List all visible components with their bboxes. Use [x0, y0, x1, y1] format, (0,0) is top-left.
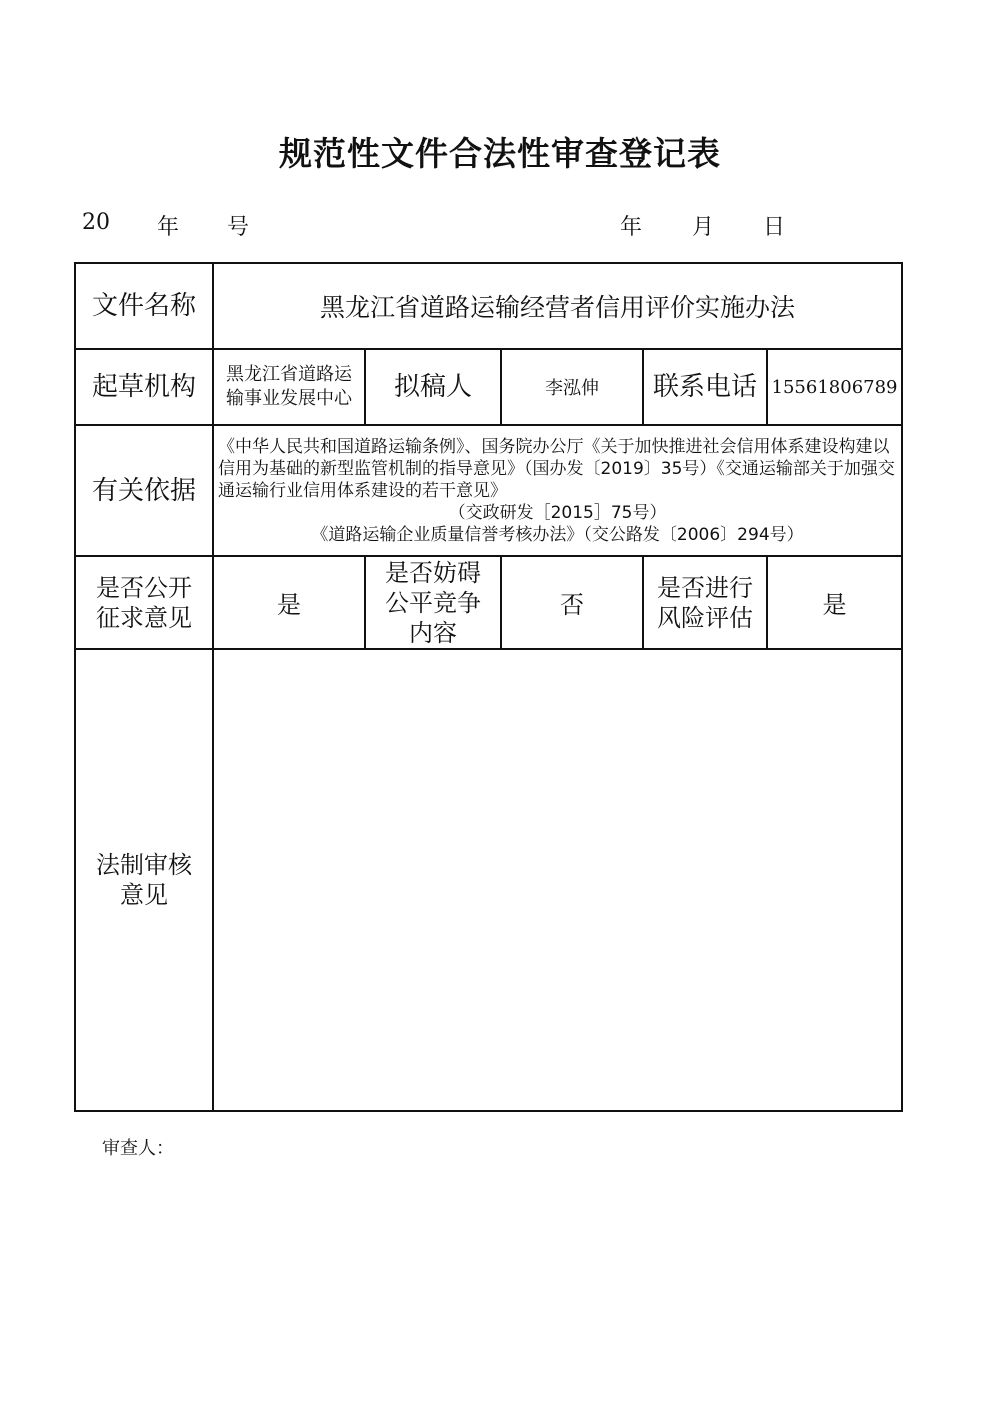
drafter-org-label: 起草机构 [75, 349, 213, 425]
doc-name-value: 黑龙江省道路运输经营者信用评价实施办法 [213, 263, 902, 349]
drafter-value: 李泓伸 [501, 349, 643, 425]
form-title: 规范性文件合法性审查登记表 [279, 134, 721, 173]
phone-label: 联系电话 [643, 349, 767, 425]
public-label: 是否公开征求意见 [75, 556, 213, 649]
basis-value [213, 425, 902, 556]
risk-value: 是 [767, 556, 902, 649]
date-year-label: 年 [620, 215, 643, 240]
basis-line-2: （交政研发［2015］75号） [448, 502, 667, 523]
competition-label: 是否妨碍公平竞争内容 [365, 556, 501, 649]
year-prefix: 20 [82, 210, 110, 235]
public-value: 是 [213, 556, 365, 649]
date-month-label: 月 [692, 215, 715, 240]
drafter-label: 拟稿人 [365, 349, 501, 425]
basis-line-3: 《道路运输企业质量信誉考核办法》（交公路发〔2006〕294号） [311, 524, 804, 545]
opinion-label: 法制审核意见 [75, 649, 213, 1111]
year-label: 年 [157, 215, 180, 240]
doc-name-label: 文件名称 [75, 263, 213, 349]
phone-value: 15561806789 [767, 349, 902, 425]
basis-label: 有关依据 [75, 425, 213, 556]
date-day-label: 日 [763, 215, 786, 240]
number-label: 号 [227, 215, 250, 240]
competition-value: 否 [501, 556, 643, 649]
opinion-value[interactable] [213, 649, 902, 1111]
risk-label: 是否进行风险评估 [643, 556, 767, 649]
reviewer-label: 审查人： [102, 1138, 174, 1159]
drafter-org-value: 黑龙江省道路运输事业发展中心 [213, 349, 365, 425]
basis-line-1: 《中华人民共和国道路运输条例》、国务院办公厅《关于加快推进社会信用体系建设构建以信用为基础的新型监管机制的指导意见》（国办发〔2019〕35号）《交通运输部关于加强交通运输行业信用体系建设的若干意见》 [218, 436, 895, 501]
registration-table [74, 262, 903, 1112]
